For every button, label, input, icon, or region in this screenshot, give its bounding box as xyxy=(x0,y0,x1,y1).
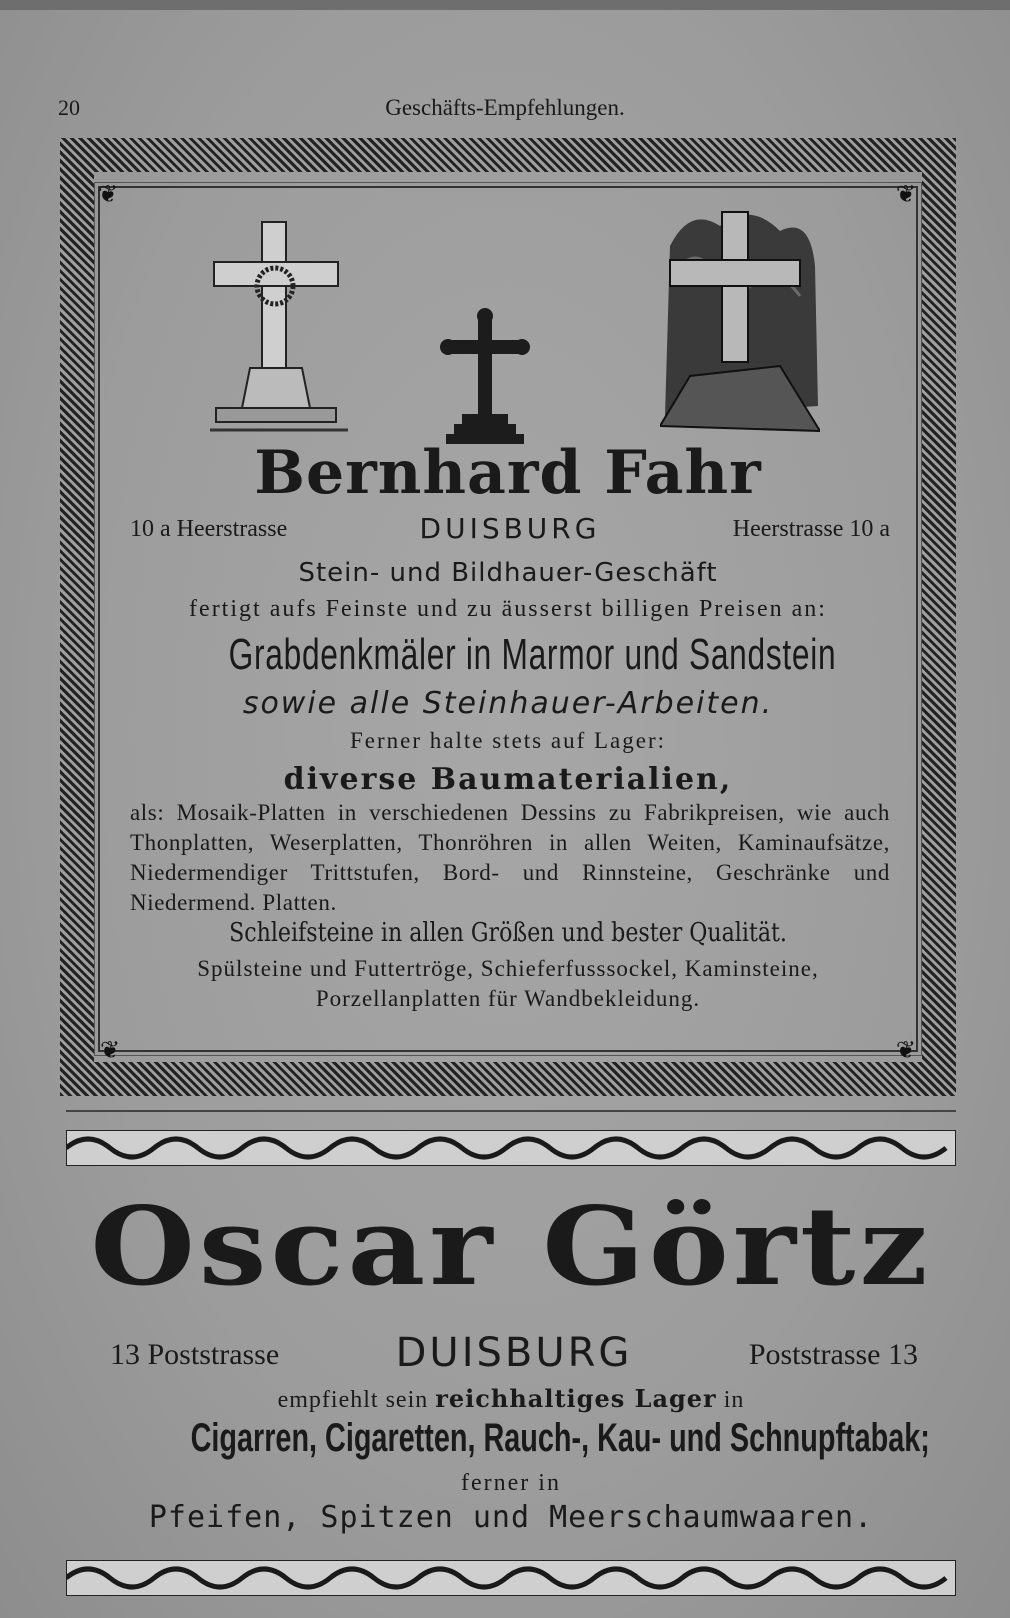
running-head xyxy=(0,95,1010,125)
fleuron-icon: ❦ xyxy=(895,1036,916,1064)
divider-rule xyxy=(66,1110,956,1112)
grindstones-line: Schleifsteine in allen Größen und bester Qualität. xyxy=(229,918,787,948)
extra-line-2: Porzellanplatten für Wandbekleidung. xyxy=(315,986,701,1011)
address-row-fahr xyxy=(130,512,890,552)
products-line: Cigarren, Cigaretten, Rauch-, Kau- und Schnupftabak; xyxy=(190,1416,930,1460)
extra-line-1: Spülsteine und Futtertröge, Schieferfusssockel, Kaminsteine, xyxy=(197,956,819,981)
ferner-line: ferner in xyxy=(461,1470,561,1496)
fleuron-icon: ❦ xyxy=(895,180,916,208)
business-type: Stein- und Bildhauer-Geschäft xyxy=(298,558,718,588)
stock-intro: Ferner halte stets auf Lager: xyxy=(350,728,666,753)
scroll-ornament-band xyxy=(66,1560,956,1596)
address-left: 13 Poststrasse xyxy=(110,1338,280,1371)
city-name: DUISBURG xyxy=(395,1330,633,1376)
fleuron-icon: ❦ xyxy=(100,1036,121,1064)
address-left: 10 a Heerstrasse xyxy=(130,516,288,542)
company-name-goertz: Oscar Görtz xyxy=(90,1183,932,1310)
stock-paragraph: als: Mosaik-Platten in verschiedenen Dessins zu Fabrikpreisen, wie auch Thonplatten, Weserplatten, Thonröhren in allen Weiten, Kaminaufsätze, Niedermendiger Trittstufen, Bord- und Rinnsteine, Geschränke und Niedermend. Platten. xyxy=(130,800,890,915)
page-title: Geschäfts-Empfehlungen. xyxy=(385,95,625,120)
tree-cross-illustration xyxy=(660,206,820,438)
tagline: fertigt aufs Feinste und zu äusserst billigen Preisen an: xyxy=(189,596,827,622)
black-cross-illustration xyxy=(440,308,530,448)
stock-heading: diverse Baumaterialien, xyxy=(283,762,733,797)
wreath-cross-illustration xyxy=(210,218,350,438)
advertisement-fahr xyxy=(60,138,956,1096)
city-name: DUISBURG xyxy=(419,512,601,545)
intro-bold: reichhaltiges Lager xyxy=(435,1384,717,1413)
intro-prefix: empfiehlt sein xyxy=(277,1387,429,1413)
page-edge xyxy=(0,0,1010,10)
address-row-goertz xyxy=(110,1330,918,1376)
fleuron-icon: ❦ xyxy=(98,180,119,208)
intro-suffix: in xyxy=(723,1387,745,1413)
scroll-ornament-band xyxy=(66,1130,956,1166)
address-right: Heerstrasse 10 a xyxy=(732,516,890,542)
products-line-2: Pfeifen, Spitzen und Meerschaumwaaren. xyxy=(148,1500,874,1535)
company-name-fahr: Bernhard Fahr xyxy=(254,438,762,508)
address-right: Poststrasse 13 xyxy=(748,1338,918,1371)
page-number: 20 xyxy=(58,95,80,120)
subline-stonework: sowie alle Steinhauer-Arbeiten. xyxy=(242,686,774,721)
headline-monuments: Grabdenkmäler in Marmor und Sandstein xyxy=(228,630,837,679)
intro-line xyxy=(66,1384,956,1414)
